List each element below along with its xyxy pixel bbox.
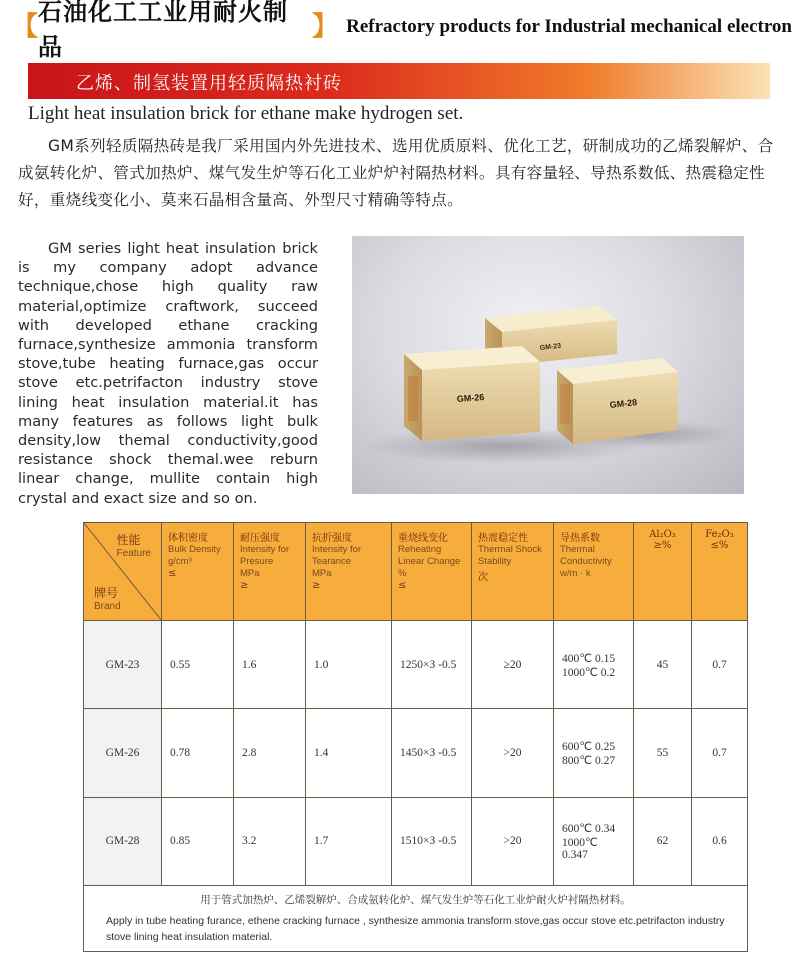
brand-cell: GM-23 — [84, 621, 162, 709]
conductivity-cell: 400℃ 0.15 1000℃ 0.2 — [554, 621, 634, 709]
tearance-cell: 1.0 — [306, 621, 392, 709]
col-header-reheat: 重烧线变化 Reheating Linear Change % ≤ — [392, 523, 472, 621]
intro-paragraph-cn: GM系列轻质隔热砖是我厂采用国内外先进技术、选用优质原料、优化工艺，研制成功的乙烯裂解炉、合成氨转化炉、管式加热炉、煤气发生炉等石化工业炉炉衬隔热材料。具有容量轻、导热系数低、热震稳定性好，重烧线变化小、莫来石晶相含量高、外型尺寸精确等特点。 — [18, 137, 774, 209]
tearance-cell: 1.4 — [306, 709, 392, 797]
fe2o3-cell: 0.6 — [692, 797, 748, 885]
reheat-cell: 1510×3 -0.5 — [392, 797, 472, 885]
application-note-en: Apply in tube heating furance, ethene cracking furnace , synthesize ammonia transform stove,gas occur stove etc.petrifacton industry stove lining heat insulation material. — [106, 915, 725, 943]
brick-label-gm-23: GM-23 — [539, 342, 562, 352]
header-corner-cell — [84, 523, 162, 621]
brick-label-gm-26: GM-26 — [456, 392, 485, 404]
al2o3-cell: 55 — [634, 709, 692, 797]
close-bracket: 】 — [312, 12, 339, 42]
fe2o3-cell: 0.7 — [692, 709, 748, 797]
density-cell: 0.55 — [162, 621, 234, 709]
brick-label-gm-28: GM-28 — [609, 397, 638, 410]
presure-cell: 3.2 — [234, 797, 306, 885]
conductivity-cell: 600℃ 0.34 1000℃ 0.347 — [554, 797, 634, 885]
table-row — [84, 709, 748, 797]
table-row — [84, 621, 748, 709]
application-note-cn: 用于管式加热炉、乙烯裂解炉、合成氨转化炉、煤气发生炉等石化工业炉耐火炉衬隔热材料。 — [200, 894, 631, 906]
banner-title: 乙烯、制氢装置用轻质隔热衬砖 — [76, 73, 342, 94]
header-title-cn: 石油化工工业用耐火制品 — [38, 0, 289, 61]
col-header-density: 体积密度 Bulk Density g/cm³ ≤ — [162, 523, 234, 621]
bricks-illustration — [352, 236, 744, 494]
density-cell: 0.78 — [162, 709, 234, 797]
col-header-al2o3: Al₂O₃ ≥% — [634, 523, 692, 621]
density-cell: 0.85 — [162, 797, 234, 885]
feature-label-en: Feature — [116, 548, 151, 559]
col-header-conductivity: 导热系数 Thermal Conductivity w/m · k — [554, 523, 634, 621]
header-title-en: Refractory products for Industrial mechanical electron — [346, 16, 792, 37]
intro-paragraph-en: GM series light heat insulation brick is my company adopt advance technique,chose high quality raw material,optimize craftwork, succeed with developed ethane cracking furnace,synthesize ammonia transform stove,tube heating furnace,gas occur stove etc.petrifacton industry stove lining heat insulation material.it has many features as follows light bulk density,low themal conductivity,good resistance shock themal.wee reburn linear change, mullite contain high crystal and exact size and so on. — [18, 240, 318, 507]
brand-label-cn: 牌号 — [94, 586, 119, 600]
shock-cell: ≥20 — [472, 621, 554, 709]
fe2o3-cell: 0.7 — [692, 621, 748, 709]
col-header-tearance: 抗折强度 Intensity for Tearance MPa ≥ — [306, 523, 392, 621]
shock-cell: >20 — [472, 797, 554, 885]
al2o3-cell: 45 — [634, 621, 692, 709]
properties-table — [83, 522, 748, 952]
reheat-cell: 1450×3 -0.5 — [392, 709, 472, 797]
al2o3-cell: 62 — [634, 797, 692, 885]
table-row — [84, 797, 748, 885]
feature-label-cn: 性能 — [116, 533, 141, 547]
application-note — [84, 886, 748, 952]
reheat-cell: 1250×3 -0.5 — [392, 621, 472, 709]
presure-cell: 2.8 — [234, 709, 306, 797]
shock-cell: >20 — [472, 709, 554, 797]
col-header-fe2o3: Fe₂O₃ ≤% — [692, 523, 748, 621]
table-footer-row — [84, 886, 748, 952]
page-header — [12, 0, 792, 61]
table-header-row — [84, 523, 748, 621]
presure-cell: 1.6 — [234, 621, 306, 709]
tearance-cell: 1.7 — [306, 797, 392, 885]
brand-cell: GM-28 — [84, 797, 162, 885]
brand-cell: GM-26 — [84, 709, 162, 797]
open-bracket: 【 — [12, 12, 39, 42]
section-subtitle: Light heat insulation brick for ethane make hydrogen set. — [28, 103, 464, 124]
product-photo — [352, 236, 744, 494]
section-banner — [28, 63, 770, 99]
col-header-presure: 耐压强度 Intensity for Presure MPa ≥ — [234, 523, 306, 621]
brand-label-en: Brand — [94, 601, 121, 612]
col-header-shock: 热震稳定性 Thermal Shock Stability 次 — [472, 523, 554, 621]
conductivity-cell: 600℃ 0.25 800℃ 0.27 — [554, 709, 634, 797]
